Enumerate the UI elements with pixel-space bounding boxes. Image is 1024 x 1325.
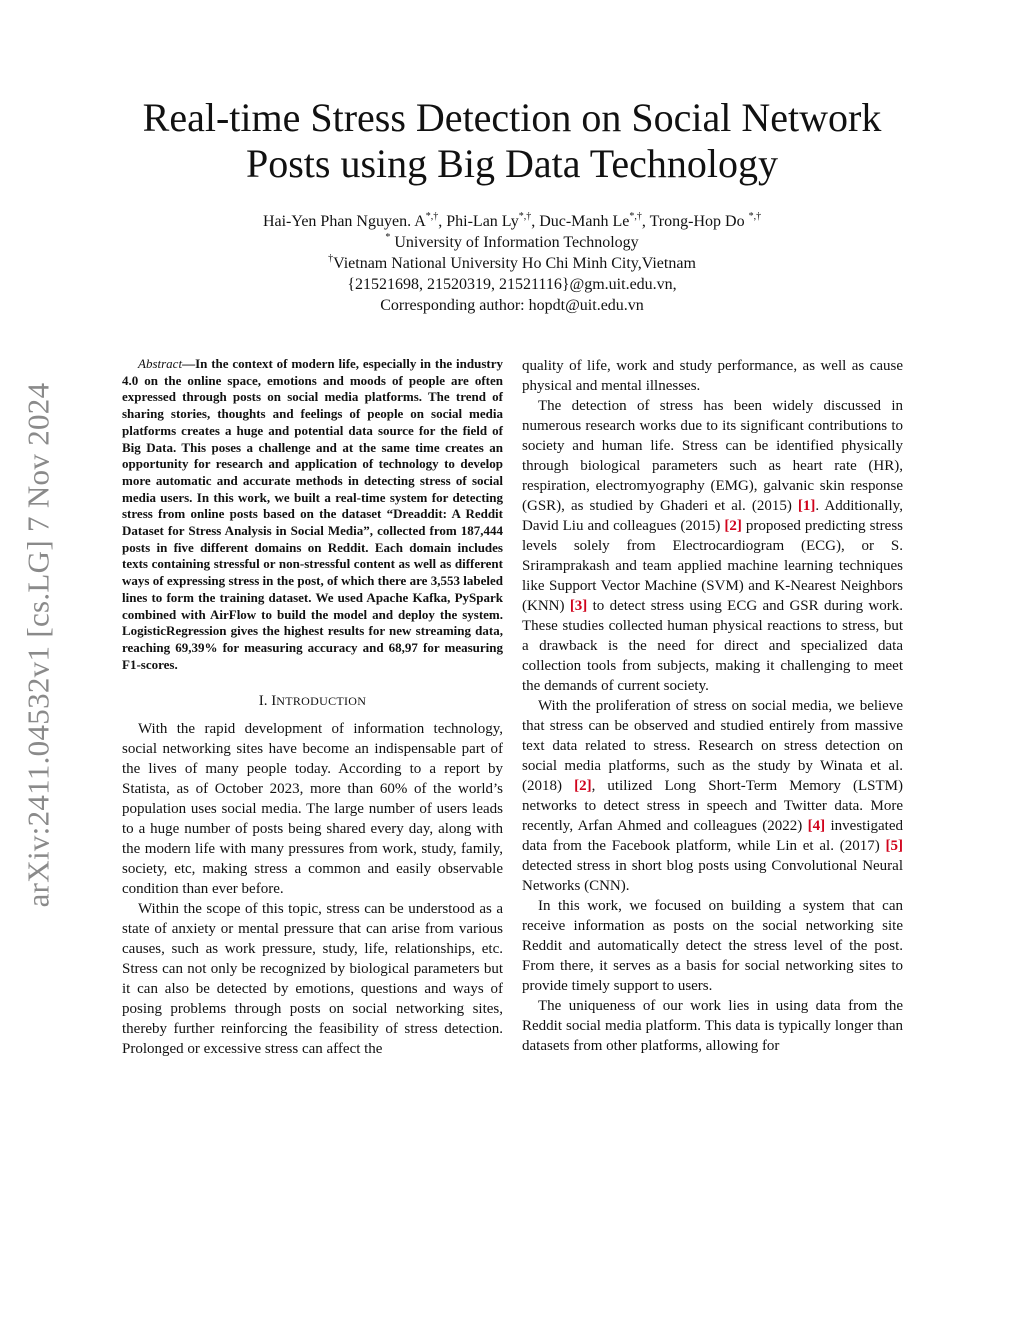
arxiv-sidebar-stamp: [12, 360, 64, 930]
section-title-rest: NTRODUCTION: [276, 694, 367, 709]
intro-paragraph-5: In this work, we focused on building a system that can receive information as posts on the social networking site Reddit and automatically detect the stress level of the post. From there, it serves as a basis for social networking sites to provide timely support to users.: [522, 898, 903, 994]
intro-paragraph-3: [522, 396, 903, 696]
affiliation-2-text: Vietnam National University Ho Chi Minh City,Vietnam: [333, 255, 696, 272]
p3-text-d: to detect stress using ECG and GSR during work. These studies collected human physical reactions to stress, but a drawback is the need for direct and specialized data collection tools from subjects, making it challenging to meet the demands of current society.: [522, 598, 904, 694]
author-list: [100, 211, 924, 232]
author-emails: {21521698, 21520319, 21521116}@gm.uit.edu.vn,: [347, 276, 677, 293]
citation-3[interactable]: [3]: [569, 598, 588, 614]
author-3-marks: *,†: [629, 211, 642, 222]
left-column: [122, 356, 503, 1059]
affiliation-2: [100, 253, 924, 274]
author-2: , Phi-Lan Ly: [438, 213, 519, 230]
intro-paragraph-4: [522, 696, 903, 896]
author-3: , Duc-Manh Le: [531, 213, 630, 230]
section-heading-introduction: [122, 691, 503, 711]
author-1: Hai-Yen Phan Nguyen. A: [262, 213, 426, 230]
citation-1[interactable]: [1]: [797, 498, 816, 514]
affiliation-1-mark: *: [385, 232, 391, 243]
abstract-text: In the context of modern life, especially in the industry 4.0 on the online space, emotions and moods of people are often expressed through posts on social media platforms. The trend of sharing stories, thoughts and feelings of people on social media platforms creates a huge and potential data source for the field of Big Data. This poses a challenge and at the same time creates an opportunity for research and application of technology to develop more automatic and accurate methods in detecting stress of social media users. In this work, we built a real-time system for detecting stress from online posts based on the dataset “Dreaddit: A Reddit Dataset for Stress Analysis in Social Media”, collected from 187,444 posts in five different domains on Reddit. Each domain includes texts containing stressful or non-stressful content as well as different ways of expressing stress in the post, of which there are 3,553 labeled lines to form the training dataset. We used Apache Kafka, PySpark combined with AirFlow to build the model and deploy the system. LogisticRegression gives the highest results for new streaming data, reaching 69,39% for measuring accuracy and 68,97 for measuring F1-scores.: [122, 356, 503, 672]
intro-paragraph-2-continued: quality of life, work and study performance, as well as cause physical and mental illnesses.: [522, 358, 903, 394]
p4-text-d: detected stress in short blog posts using Convolutional Neural Networks (CNN).: [522, 858, 903, 894]
section-numeral: I.: [258, 693, 272, 710]
title-line-2: Posts using Big Data Technology: [245, 141, 778, 186]
intro-paragraph-6: The uniqueness of our work lies in using data from the Reddit social media platform. This data is typically longer than datasets from other platforms, allowing for: [522, 998, 903, 1054]
paper-title: [100, 95, 924, 187]
affiliation-1-text: University of Information Technology: [390, 234, 639, 251]
p4-text-c: investigated data from the Facebook platform, while Lin et al. (2017): [522, 818, 903, 854]
citation-5[interactable]: [5]: [885, 838, 903, 854]
intro-paragraph-2: Within the scope of this topic, stress can be understood as a state of anxiety or mental pressure that can arise from various causes, such as work pressure, study, life, relationships, etc. Stress can not only be recognized by biological parameters but it can also be detected by emotions, questions and ways of posing problems through posts on social networking sites, thereby further reinforcing the feasibility of stress detection. Prolonged or excessive stress can affect the: [122, 901, 503, 1058]
section-first-letter: I: [271, 693, 277, 710]
p3-text-b: . Additionally, David Liu and colleagues (2015): [522, 498, 903, 534]
citation-2-second[interactable]: [2]: [574, 778, 592, 794]
abstract-label: Abstract: [138, 356, 183, 371]
affiliation-2-mark: †: [328, 253, 334, 264]
arxiv-id-label: arXiv:2411.04532v1 [cs.LG] 7 Nov 2024: [20, 382, 56, 908]
affiliation-1: [100, 232, 924, 253]
abstract: [122, 356, 503, 673]
p3-text-a: The detection of stress has been widely discussed in numerous research works due to its significant contributions to society and human life. Stress can be identified physically through biological parameters such as heart rate (HR), respiration, electromyography (EMG), galvanic skin response (GSR), as studied by Ghaderi et al. (2015): [522, 398, 903, 514]
p4-text-b: , utilized Long Short-Term Memory (LSTM) networks to detect stress in speech and Twitter data. More recently, Arfan Ahmed and colleagues (2022): [522, 778, 903, 834]
right-column: [522, 356, 903, 1056]
p3-text-c: proposed predicting stress levels solely from Electrocardiogram (ECG), or S. Sriramprakash and team applied machine learning techniques like Support Vector Machine (SVM) and K-Nearest Neighbors (KNN): [522, 518, 903, 614]
author-4: , Trong-Hop Do: [641, 213, 749, 230]
p4-text-a: With the proliferation of stress on social media, we believe that stress can be observed and studied entirely from massive text data related to stress. Research on stress detection on social media platforms, such as the study by Winata et al. (2018): [522, 698, 903, 794]
title-line-1: Real-time Stress Detection on Social Network: [142, 95, 882, 140]
author-2-marks: *,†: [518, 211, 532, 222]
citation-2[interactable]: [2]: [724, 518, 742, 534]
author-4-marks: *,†: [748, 211, 762, 222]
author-1-marks: *,†: [425, 211, 439, 222]
author-block: [100, 211, 924, 316]
citation-4[interactable]: [4]: [807, 818, 826, 834]
corresponding-author: Corresponding author: hopdt@uit.edu.vn: [380, 297, 644, 314]
abstract-dash: —: [182, 356, 196, 371]
intro-paragraph-1: With the rapid development of information technology, social networking sites have become an indispensable part of the lives of many people today. According to a report by Statista, as of October 2023, more than 60% of the world’s population uses social media. The large number of users leads to a huge number of posts being shared every day, along with the modern life with many pressures from work, study, family, society, etc, making stress a common and easily observable condition than ever before.: [122, 721, 503, 898]
